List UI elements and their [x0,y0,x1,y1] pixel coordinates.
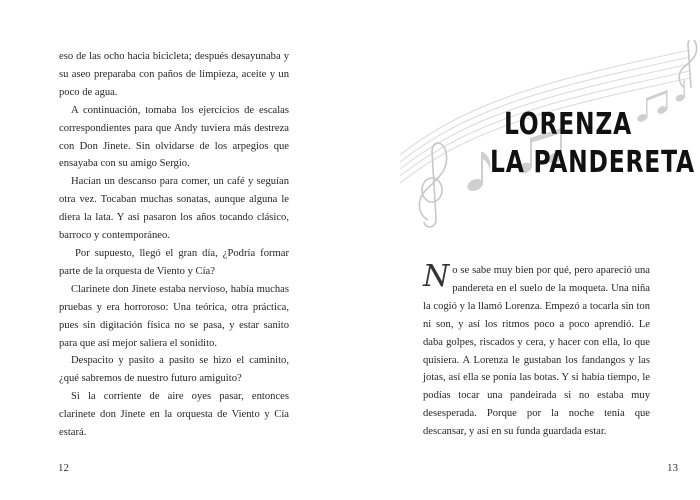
paragraph: Si la corriente de aire oyes pasar, entonces clarinete don Jinete en la orquesta de Viento y Cía estará. [59,391,289,439]
paragraph: eso de las ocho hacia bicicleta; después desayunaba y su aseo preparaba con paños de limpieza, aceite y un poco de agua. [59,51,289,98]
paragraph: Por supuesto, llegó el gran día, ¿Podría formar parte de la orquesta de Viento y Cía? [59,247,289,277]
title-line-1: LORENZA [503,107,633,142]
paragraph: Despacito y pasito a pasito se hizo el caminito, ¿qué sabremos de nuestro futuro amiguito? [59,355,289,385]
page-number-left: 12 [58,462,69,474]
paragraph-text: o se sabe muy bien por qué, pero apareció una pandereta en el suelo de la moqueta. Una niña la cogió y la llamó Lorenza. Empezó a tocarla sin ton ni son, y así los ritmos poco a poco aprendió. Le daba golpes, riscados y cera, y hacer con ella, lo que quisiera. A Lorenza le gustaban los fandangos y las jotas, así ella se ponía las botas. Y si había tiempo, le podías tocar una pandeirada si no estaba muy desesperada. Porque por la noche tenía que descansar, y así en su funda guardada estar. [423,265,650,438]
paragraph [423,259,650,441]
left-page-text [59,48,289,442]
page-number-right: 13 [667,462,678,474]
paragraph: Clarinete don Jinete estaba nervioso, había muchas pruebas y era horroroso: Una teórica, otra práctica, pues sin digitación física no se pasa, y estar sanito para que así mejor saliera el sonidito. [59,283,289,349]
right-page [350,0,700,500]
right-page-text [423,259,650,441]
paragraph: Hacían un descanso para comer, un café y seguían otra vez. Tocaban muchas sonatas, aunque alguna le diera la lata. Y así pasaron los años tocando clásico, barroco y contemporáneo. [59,176,289,242]
drop-cap: N [423,259,450,294]
paragraph: A continuación, tomaba los ejercicios de escalas correspondientes para que Andy tuviera más destreza con Don Jinete. Sin olvidarse de los arpegios que ensayaba con su amigo Sergio. [59,104,289,170]
title-line-2: LA PANDERETA [490,145,695,180]
chapter-title [490,106,695,182]
